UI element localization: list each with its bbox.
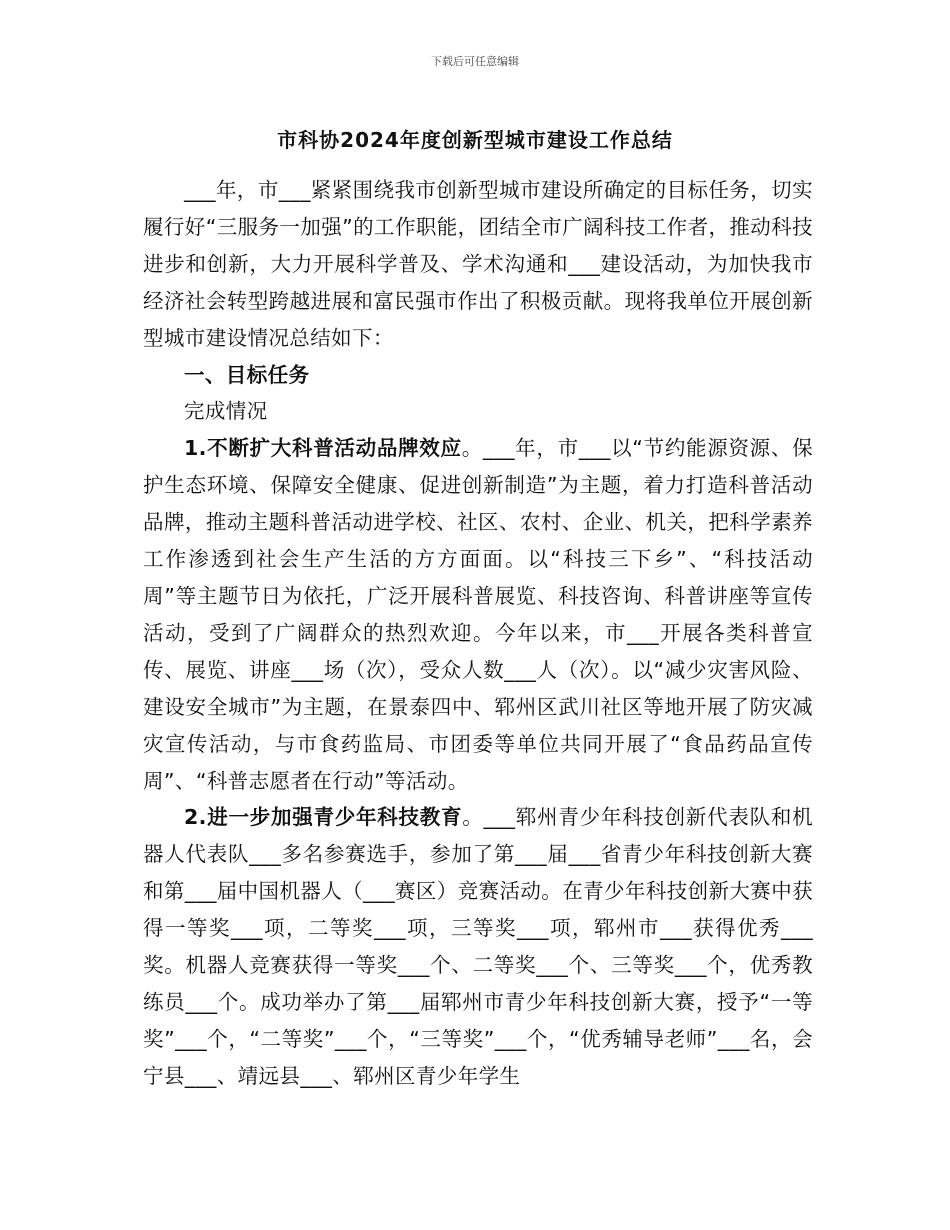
item-2-lead: 2.进一步加强青少年科技教育 [184, 805, 463, 830]
item-2-paragraph [143, 799, 813, 1094]
item-1-paragraph [143, 430, 813, 799]
item-1-lead: 1.不断扩大科普活动品牌效应 [184, 436, 462, 461]
document-body [143, 172, 813, 1095]
document-title: 市科协2024年度创新型城市建设工作总结 [277, 128, 673, 152]
intro-paragraph: ___年，市___紧紧围绕我市创新型城市建设所确定的目标任务，切实履行好“三服务一加强”的工作职能，团结全市广阔科技工作者，推动科技进步和创新，大力开展科学普及、学术沟通和___建设活动，为加快我市经济社会转型跨越进展和富民强市作出了积极贡献。现将我单位开展创新型城市建设情况总结如下： [143, 178, 813, 350]
item-1-body: 。___年，市___以“节约能源资源、保护生态环境、保障安全健康、促进创新制造”为主题，着力打造科普活动品牌，推动主题科普活动进学校、社区、农村、企业、机关，把科学素养工作渗透到社会生产生活的方方面面。以“科技三下乡”、“科技活动周”等主题节日为依托，广泛开展科普展览、科技咨询、科普讲座等宣传活动，受到了广阔群众的热烈欢迎。今年以来，市___开展各类科普宣传、展览、讲座___场（次），受众人数___人（次）。以“减少灾害风险、建设安全城市”为主题，在景泰四中、郓州区武川社区等地开展了防灾减灾宣传活动，与市食药监局、市团委等单位共同开展了“食品药品宣传周”、“科普志愿者在行动”等活动。 [143, 436, 813, 793]
header-note: 下载后可任意编辑 [431, 55, 519, 68]
section-heading: 一、目标任务 [184, 362, 310, 387]
section-subheading: 完成情况 [184, 399, 268, 424]
item-2-body: 。___郓州青少年科技创新代表队和机器人代表队___多名参赛选手，参加了第___届___省青少年科技创新大赛和第___届中国机器人（___赛区）竞赛活动。在青少年科技创新大赛中获得一等奖___项，二等奖___项，三等奖___项，郓州市___获得优秀___奖。机器人竞赛获得一等奖___个、二等奖___个、三等奖___个，优秀教练员___个。成功举办了第___届郓州市青少年科技创新大赛，授予“一等奖”___个，“二等奖”___个，“三等奖”___个，“优秀辅导老师”___名，会宁县___、靖远县___、郓州区青少年学生 [143, 805, 813, 1088]
